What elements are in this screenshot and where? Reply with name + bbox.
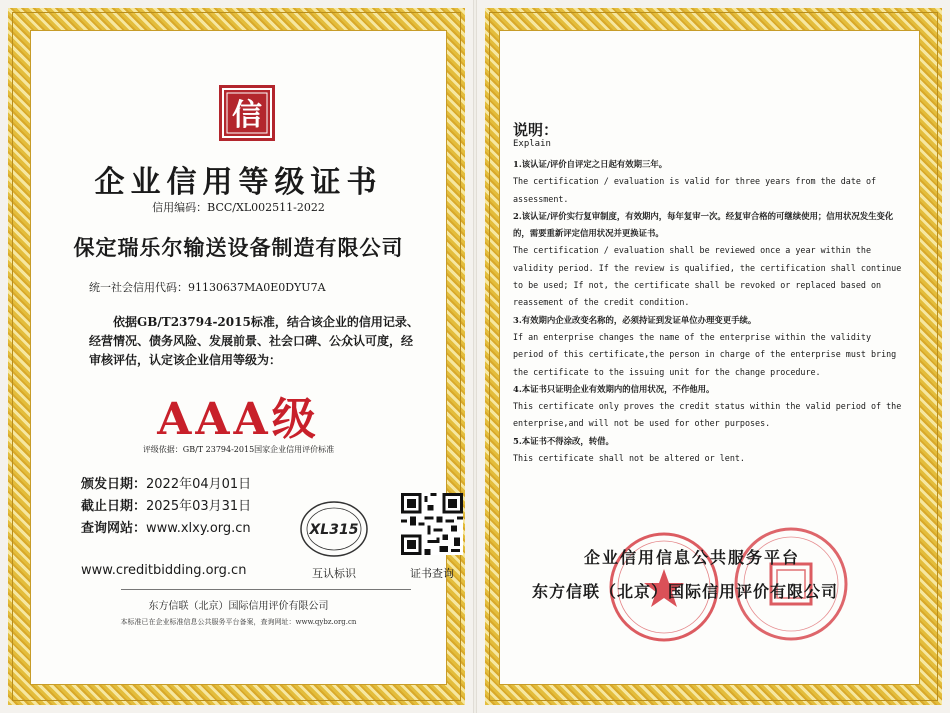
explanation-notes <box>513 156 905 467</box>
credit-logo-icon <box>219 85 275 143</box>
credit-grade: AAA级 <box>157 394 320 445</box>
note-en: The certification / evaluation is valid for three years from the date of assessment. <box>513 176 877 204</box>
grade-basis: 评级依据：GB/T 23794-2015国家企业信用评价标准 <box>142 445 335 454</box>
site-label: 查询网站： <box>81 521 147 536</box>
explain-heading: 说明： <box>513 121 559 139</box>
certificate-info <box>81 474 251 540</box>
note-zh: 2.该认证/评价实行复审制度，有效期内，每年复审一次。经复审合格的可继续使用；信用状况发生变化的，需要重新评定信用状况并更换证书。 <box>513 210 894 239</box>
platform-signature: 企业信用信息公共服务平台 <box>584 548 801 567</box>
certificate-title: 企业信用等级证书 <box>94 165 383 200</box>
divider <box>121 589 411 590</box>
footnote: 本标准已在企业标准信息公共服务平台备案，查询网址：www.qybz.org.cn <box>120 618 357 626</box>
company-name: 保定瑞乐尔输送设备制造有限公司 <box>73 235 404 260</box>
svg-text:信: 信 <box>232 98 262 133</box>
expire-date: 2025年03月31日 <box>146 499 252 514</box>
expire-date-label: 截止日期： <box>81 499 147 514</box>
note-en: If an enterprise changes the name of the enterprise within the validity period of this certificate,the person in charge of the enterprise must bring the certificate to the issuing unit for the change procedure. <box>513 331 897 377</box>
site-row <box>81 518 251 540</box>
certificate-front-page <box>0 0 473 713</box>
svg-text:XL315: XL315 <box>309 522 359 538</box>
rating-basis-statement: 依据GB/T23794-2015标准，结合该企业的信用记录、经营情况、债务风险、发展前景、社会口碑、公众认可度，经审核评估，认定该企业信用等级为： <box>89 315 419 367</box>
certificate-back-page <box>477 0 950 713</box>
badge-label: 互认标识 <box>312 567 356 580</box>
qr-label: 证书查询 <box>410 567 454 580</box>
credit-code: 信用编码：BCC/XL002511-2022 <box>152 201 325 214</box>
issue-date-row <box>81 474 251 496</box>
explain-heading-en: Explain <box>513 139 551 149</box>
issue-date: 2022年04月01日 <box>146 477 252 492</box>
note-en: The certification / evaluation shall be reviewed once a year within the validity period. If the review is qualified, the certification shall continue to be used; If not, the certificate shall be revoked or replaced based on reassement of the credit condition. <box>513 245 902 308</box>
site-url-2: www.creditbidding.org.cn <box>81 563 247 578</box>
note-en: This certificate only proves the credit status within the valid period of the enterprise,and will not be used for other purposes. <box>513 401 902 429</box>
certificate-panel <box>30 30 454 685</box>
expire-date-row <box>81 496 251 518</box>
note-zh: 3.有效期内企业改变名称的，必须持证到发证单位办理变更手续。 <box>513 314 757 325</box>
note-zh: 5.本证书不得涂改，转借。 <box>513 435 614 446</box>
xl315-badge-icon <box>299 500 369 558</box>
site-url-1: www.xlxy.org.cn <box>146 521 251 536</box>
issuer-signature: 东方信联（北京）国际信用评价有限公司 <box>532 582 839 601</box>
unified-social-credit-code: 统一社会信用代码：91130637MA0E0DYU7A <box>89 281 326 294</box>
issue-date-label: 颁发日期： <box>81 477 147 492</box>
qr-code-icon <box>401 493 463 555</box>
note-zh: 1.该认证/评价自评定之日起有效期三年。 <box>513 159 668 169</box>
issuer-name: 东方信联（北京）国际信用评价有限公司 <box>148 601 329 612</box>
note-zh: 4.本证书只证明企业有效期内的信用状况，不作他用。 <box>513 383 715 394</box>
certificate-panel <box>499 30 920 685</box>
note-en: This certificate shall not be altered or lent. <box>513 453 745 464</box>
